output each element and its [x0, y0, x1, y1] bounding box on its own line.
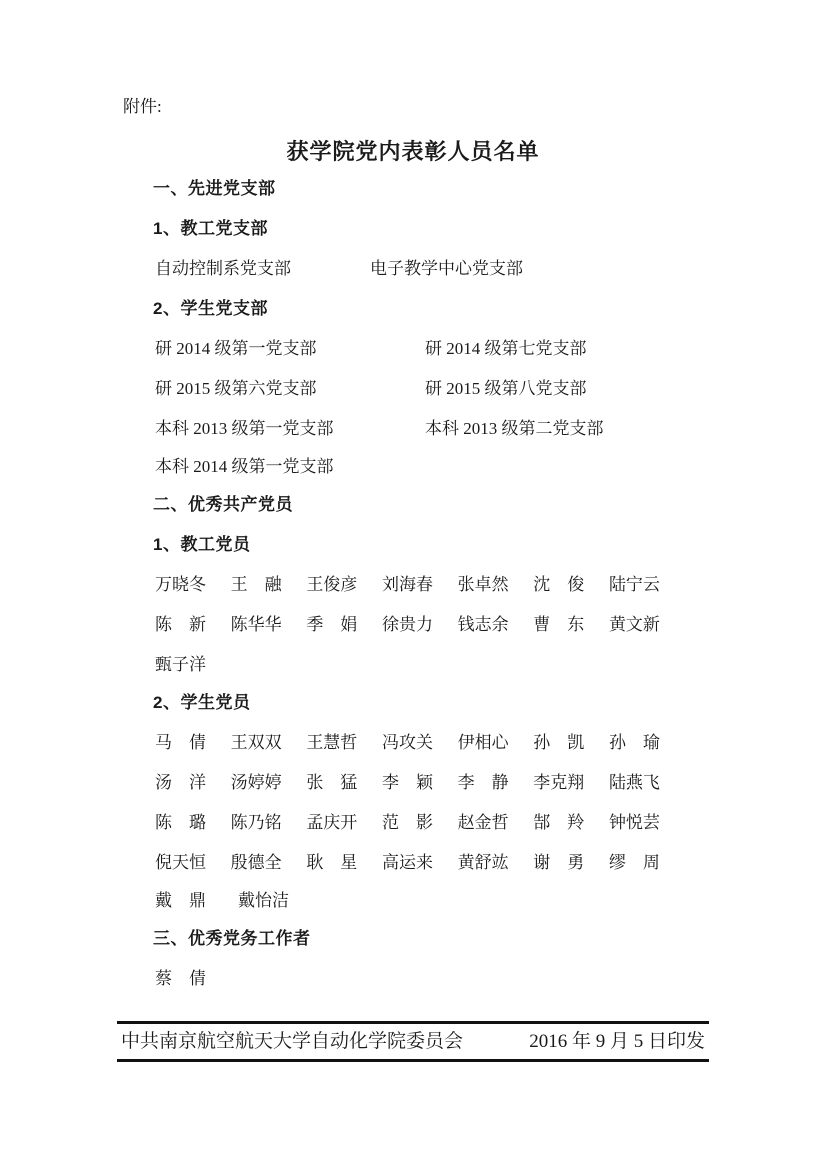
footer-rule-top: [117, 1021, 709, 1024]
person-name: 季 娟: [306, 615, 358, 634]
person-name: 谢 勇: [533, 853, 585, 872]
section-2-faculty-heading: 1、教工党员: [153, 535, 251, 554]
person-name: 汤婷婷: [230, 773, 282, 792]
section-1-heading: 一、先进党支部: [153, 179, 276, 198]
person-name: 殷德全: [230, 853, 282, 872]
member-row: [155, 733, 660, 753]
person-name: 冯攻关: [381, 733, 433, 752]
person-name: 倪天恒: [155, 853, 206, 872]
branch-name: 本科 2013 级第二党支部: [425, 419, 604, 438]
branch-name: 本科 2013 级第一党支部: [155, 419, 334, 438]
person-name: 范 影: [381, 813, 433, 832]
branch-row: [155, 379, 587, 399]
person-name: 赵金哲: [457, 813, 509, 832]
branch-name: 研 2015 级第八党支部: [425, 379, 587, 398]
person-name: 曹 东: [533, 615, 585, 634]
person-name: 汤 洋: [155, 773, 206, 792]
footer: [121, 1030, 705, 1054]
branch-row: [155, 339, 587, 359]
person-name: 王慧哲: [306, 733, 358, 752]
branch-name: 本科 2014 级第一党支部: [155, 457, 334, 476]
branch-name: 研 2014 级第一党支部: [155, 339, 317, 358]
person-name: 万晓冬: [155, 575, 206, 594]
member-row: [155, 575, 660, 595]
member-row: [155, 615, 660, 635]
section-2-student-heading: 2、学生党员: [153, 693, 251, 712]
person-name: 黄舒竑: [457, 853, 509, 872]
person-name: 陈乃铭: [230, 813, 282, 832]
person-name: 高运来: [381, 853, 433, 872]
person-name: 刘海春: [381, 575, 433, 594]
person-name: 王 融: [230, 575, 282, 594]
person-name: 孟庆开: [306, 813, 358, 832]
person-name: 黄文新: [608, 615, 660, 634]
branch-name: 研 2015 级第六党支部: [155, 379, 317, 398]
member-row: [155, 773, 660, 793]
person-name: 戴 鼎: [155, 891, 206, 910]
branch-row: [155, 457, 425, 477]
branch-row: [155, 259, 523, 279]
section-1-student-heading: 2、学生党支部: [153, 299, 268, 318]
section-1-faculty-heading: 1、教工党支部: [153, 219, 268, 238]
branch-name: 研 2014 级第七党支部: [425, 339, 587, 358]
person-name: 徐贵力: [381, 615, 433, 634]
person-name: 甄子洋: [155, 655, 206, 674]
person-name: 孙 瑜: [608, 733, 660, 752]
person-name: 伊相心: [457, 733, 509, 752]
branch-name: 自动控制系党支部: [155, 259, 291, 278]
attachment-label: 附件:: [123, 97, 162, 116]
person-name: 张卓然: [457, 575, 509, 594]
branch-name: 电子教学中心党支部: [370, 259, 523, 278]
person-name: 钱志余: [457, 615, 509, 634]
person-name: 陆宁云: [608, 575, 660, 594]
member-row: [155, 853, 660, 873]
person-name: 戴怡洁: [238, 891, 289, 910]
person-name: 陈 璐: [155, 813, 206, 832]
footer-print-date: 2016 年 9 月 5 日印发: [529, 1031, 705, 1052]
member-row: [155, 891, 660, 911]
footer-rule-bottom: [117, 1059, 709, 1062]
footer-issuer: 中共南京航空航天大学自动化学院委员会: [121, 1031, 464, 1052]
member-row: [155, 969, 660, 989]
person-name: 李 静: [457, 773, 509, 792]
person-name: 耿 星: [306, 853, 358, 872]
person-name: 陈华华: [230, 615, 282, 634]
page-title: 获学院党内表彰人员名单: [286, 139, 540, 164]
section-3-heading: 三、优秀党务工作者: [153, 929, 311, 948]
person-name: 王俊彦: [306, 575, 358, 594]
person-name: 孙 凯: [533, 733, 585, 752]
section-2-heading: 二、优秀共产党员: [153, 495, 293, 514]
person-name: 陆燕飞: [608, 773, 660, 792]
member-row: [155, 655, 660, 675]
member-row: [155, 813, 660, 833]
person-name: 钟悦芸: [608, 813, 660, 832]
person-name: 张 猛: [306, 773, 358, 792]
branch-row: [155, 419, 604, 439]
person-name: 郜 羚: [533, 813, 585, 832]
person-name: 缪 周: [608, 853, 660, 872]
person-name: 李克翔: [533, 773, 585, 792]
person-name: 王双双: [230, 733, 282, 752]
person-name: 陈 新: [155, 615, 206, 634]
person-name: 李 颖: [381, 773, 433, 792]
person-name: 马 倩: [155, 733, 206, 752]
person-name: 沈 俊: [533, 575, 585, 594]
person-name: 蔡 倩: [155, 969, 206, 988]
